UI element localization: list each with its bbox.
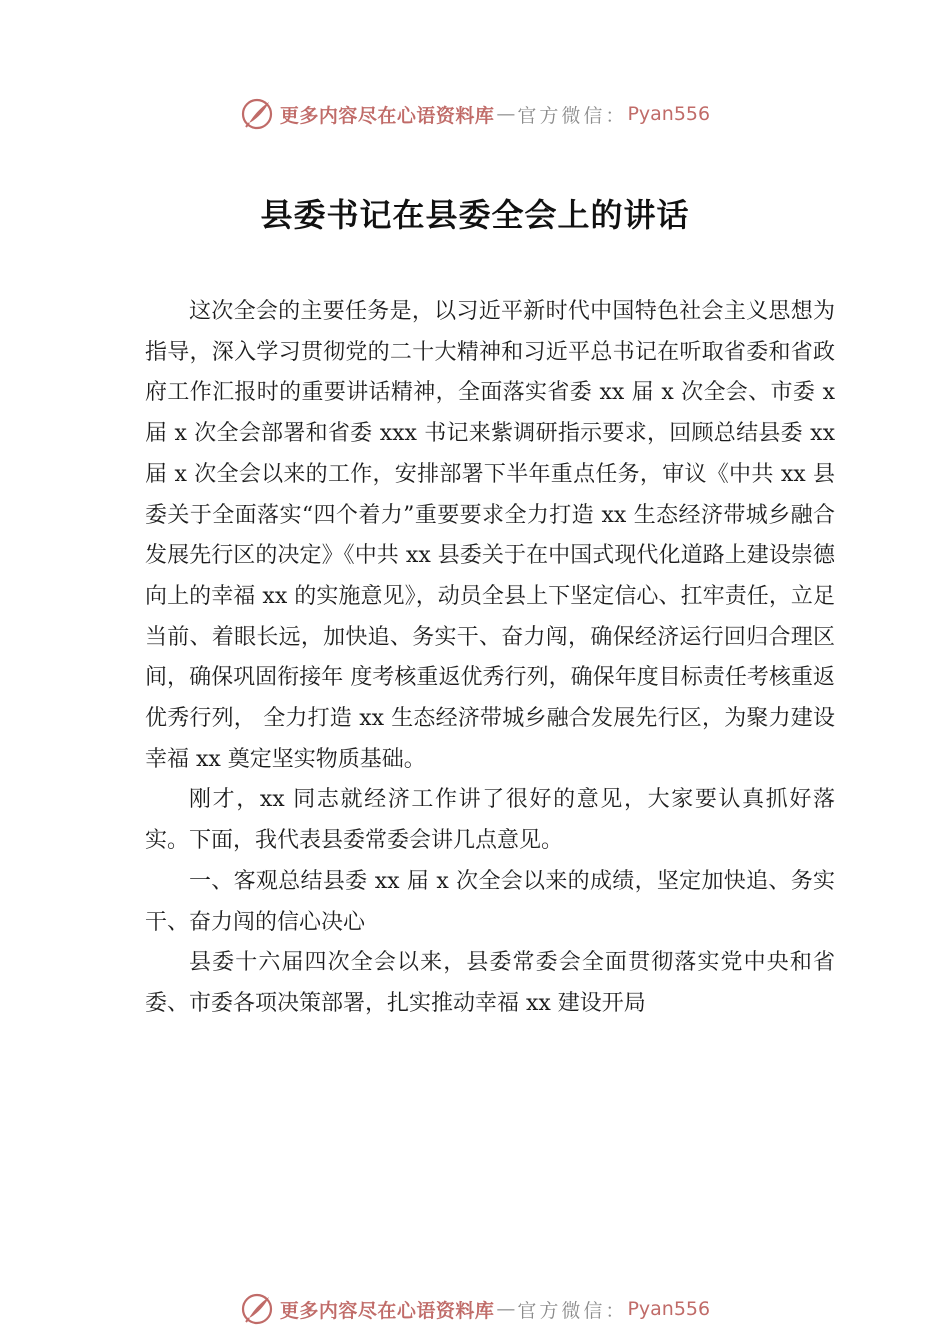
watermark-separator: —	[496, 103, 516, 125]
watermark-brand: 更多内容尽在心语资料库	[279, 104, 495, 127]
watermark-wechat-id: Pyan556	[627, 103, 711, 125]
quill-pen-logo-icon	[240, 1292, 274, 1326]
watermark-footer	[0, 1289, 950, 1329]
watermark-header	[0, 94, 950, 134]
quill-pen-logo-icon	[240, 97, 274, 131]
document-body	[145, 292, 835, 1025]
watermark-label: 官方微信：	[517, 104, 628, 127]
watermark-wechat-id: Pyan556	[627, 1298, 711, 1320]
document-title: 县委书记在县委全会上的讲话	[260, 196, 690, 234]
body-paragraph: 县委十六届四次全会以来，县委常委会全面贯彻落实党中央和省委、市委各项决策部署，扎实推动幸福 xx 建设开局	[145, 950, 835, 1016]
watermark-separator: —	[496, 1298, 516, 1320]
watermark-brand: 更多内容尽在心语资料库	[279, 1299, 495, 1322]
section-heading: 一、客观总结县委 xx 届 x 次全会以来的成绩，坚定加快追、务实干、奋力闯的信心决心	[145, 868, 835, 935]
body-paragraph: 刚才，xx 同志就经济工作讲了很好的意见，大家要认真抓好落实。下面，我代表县委常委会讲几点意见。	[145, 787, 835, 854]
body-paragraph: 这次全会的主要任务是，以习近平新时代中国特色社会主义思想为指导，深入学习贯彻党的二十大精神和习近平总书记在听取省委和省政府工作汇报时的重要讲话精神，全面落实省委 xx 届 x 次全会、市委 x 届 x 次全会部署和省委 xxx 书记来紫调研指示要求，回顾总结县委 xx 届 x 次全会以来的工作，安排部署下半年重点任务，审议《中共 xx 县委关于全面落实“四个着力”重要要求全力打造 xx 生态经济带城乡融合发展先行区的决定》《中共 xx 县委关于在中国式现代化道路上建设崇德向上的幸福 xx 的实施意见》，动员全县上下坚定信心、扛牢责任，立足当前、着眼长远，加快追、务实干、奋力闯，确保经济运行回归合理区间，确保巩固衔接年 度考核重返优秀行列，确保年度目标责任考核重返优秀行列， 全力打造 xx 生态经济带城乡融合发展先行区，为聚力建设幸福 xx 奠定坚实物质基础。	[145, 299, 835, 772]
watermark-label: 官方微信：	[517, 1299, 628, 1322]
